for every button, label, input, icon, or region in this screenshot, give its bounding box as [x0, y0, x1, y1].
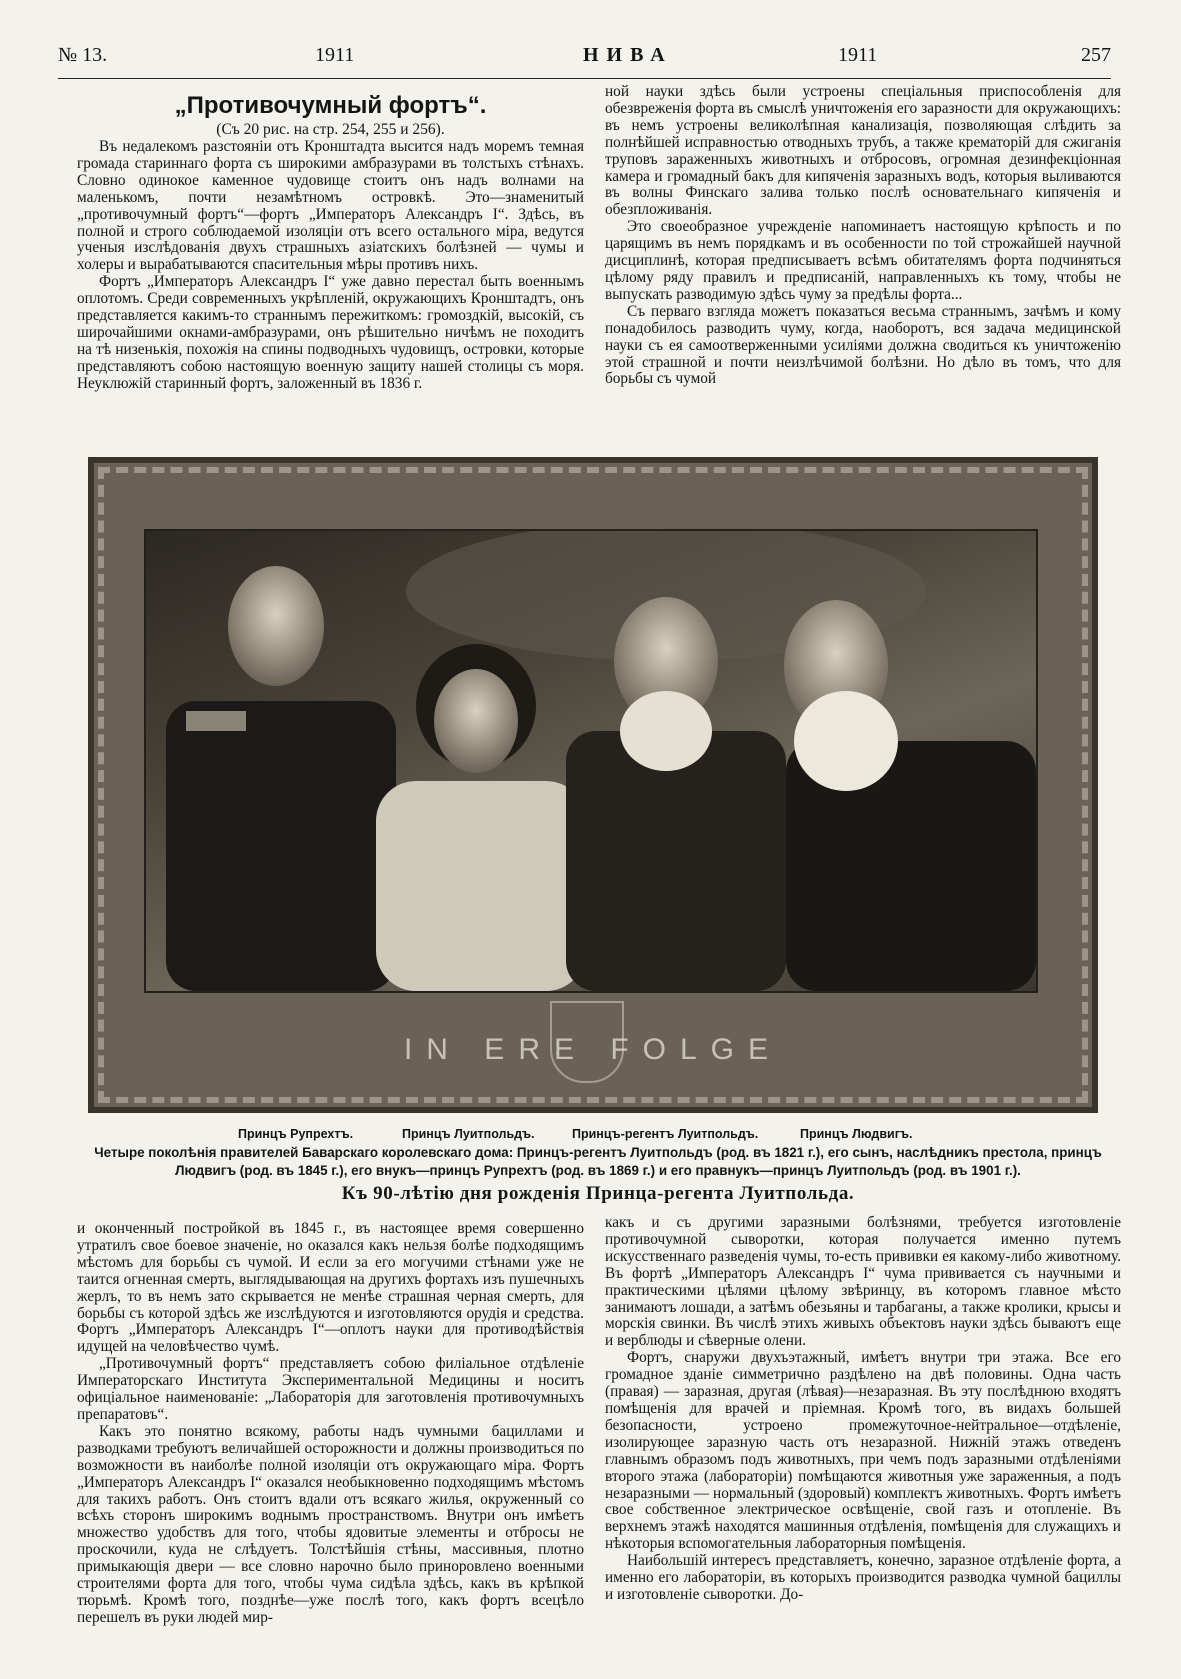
column-1	[77, 92, 584, 393]
column-2	[605, 84, 1121, 388]
paragraph: Это своеобразное учрежденіе напоминаетъ настоящую крѣпость и по царящимъ въ немъ порядкамъ и въ особенности по той строжайшей научной дисциплинѣ, которая предписываетъ всѣмъ обитателямъ форта подчиняться цѣлому ряду правилъ и предписаній, направленныхъ къ тому, чтобы не выпускать разводимую здѣсь чуму за предѣлы форта...	[605, 218, 1121, 303]
photo-title: Къ 90-лѣтію дня рожденія Принца-регента Луитпольда.	[341, 1183, 855, 1204]
paragraph: Съ перваго взгляда можетъ показаться весьма страннымъ, зачѣмъ и кому понадобилось разводить чуму, когда, наоборотъ, вся задача медицинской науки съ ея самоотверженными усиліями должна сводиться къ уничтоженію этой страшной и почти неизлѣчимой болѣзни. Но дѣло въ томъ, что для борьбы съ чумой	[605, 302, 1121, 388]
year-left: 1911	[315, 44, 355, 66]
photo-banner-text: IN ERE FOLGE	[403, 1033, 783, 1066]
paragraph: Наибольшій интересъ представляетъ, конечно, заразное отдѣленіе форта, а именно его лабораторіи, въ которыхъ производится разводка чумной бациллы и изготовленіе сыворотки. До-	[605, 1552, 1121, 1603]
name-label: Принцъ Рупрехтъ.	[238, 1127, 354, 1141]
header-rule	[58, 78, 1111, 79]
issue-number: № 13.	[58, 44, 108, 66]
paragraph: Фортъ „Императоръ Александръ I“ уже давно перестал быть военнымъ оплотомъ. Среди современныхъ укрѣпленій, окружающихъ Кронштадтъ, онъ представляется какимъ-то страннымъ пережиткомъ: громоздкій, высокій, съ широчайшими окнами-амбразурами, онъ рѣшительно ничѣмъ не походитъ на тѣ низенькія, похожія на спины подводныхъ чудовищъ, островки, которые представляютъ собою настоящую военную защиту нашей столицы съ моря. Неуклюжій старинный фортъ, заложенный въ 1836 г.	[77, 273, 584, 392]
name-label: Принцъ Людвигъ.	[800, 1127, 913, 1141]
photo-caption: Четыре поколѣнія правителей Баварскаго королевскаго дома: Принцъ-регентъ Луитпольдъ (род. въ 1821 г.), его сынъ, наслѣдникъ престола, принцъ Людвигъ (род. въ 1845 г.), его внукъ—принцъ Рупрехтъ (род. въ 1869 г.) и его правнукъ—принцъ Луитпольдъ (род. въ 1901 г.).	[94, 1145, 1102, 1178]
paragraph: Въ недалекомъ разстояніи отъ Кронштадта высится надъ моремъ темная громада стариннаго форта съ широкими амбразурами въ толстыхъ стѣнахъ. Словно одинокое каменное чудовище стоитъ онъ надъ волнами на маленькомъ, почти незамѣтномъ островкѣ. Это—знаменитый „противочумный фортъ“—фортъ „Императоръ Александръ I“. Здѣсь, въ полной и строго соблюдаемой изоляціи отъ всего остального міра, ведутся ученыя изслѣдованія двухъ страшныхъ азіатскихъ болѣзней — чумы и холеры и вырабатываются спасительныя мѣры противъ нихъ.	[77, 138, 584, 274]
year-right: 1911	[838, 44, 878, 66]
name-label: Принцъ-регентъ Луитпольдъ.	[572, 1127, 759, 1141]
article-title: „Противочумный фортъ“.	[174, 92, 487, 119]
column-4	[605, 1215, 1121, 1604]
paragraph: ной науки здѣсь были устроены спеціальныя приспособленія для обезвреженія форта въ смыслѣ уничтоженія его заразности для окружающихъ: въ немъ устроены великолѣпная канализація, позволяющая слѣдить за полнѣйшей исправностью отводныхъ трубъ, а также крематорій для сжиганія труповъ зараженныхъ животныхъ и отбросовъ, огромная дезинфекціонная камера и громадный бакъ для кипяченія заразныхъ водъ, которыя выливаются въ волны Финскаго залива только послѣ основательнаго кипяченія и обезпложиванія.	[605, 83, 1121, 219]
name-label: Принцъ Луитпольдъ.	[402, 1127, 535, 1141]
photo-image	[144, 529, 1038, 993]
paragraph: Фортъ, снаружи двухъэтажный, имѣетъ внутри три этажа. Все его громадное зданіе симметрично раздѣлено на двѣ половины. Одна часть (правая) — заразная, другая (лѣвая)—незаразная. Въ эту послѣднюю входятъ помѣщенія для врачей и пріемная. Кромѣ того, въ видахъ большей безопасности, устроено промежуточное-нейтральное—отдѣленіе, изолирующее заразную часть отъ незаразной. Нижній этажъ отведенъ главнымъ образомъ подъ животныхъ, при чемъ подъ заразными отдѣленіями второго этажа (лабораторіи) помѣщаются животныя уже зараженныя, а подъ незаразными — нормальный (здоровый) комплектъ животныхъ. Фортъ имѣетъ свое собственное электрическое освѣщеніе, свой газъ и отопленіе. Въ верхнемъ этажѣ находятся машинныя отдѣленія, помѣщенія для служащихъ и нѣкоторыя вспомогательныя лабораторныя помѣщенія.	[605, 1349, 1121, 1553]
page-header	[58, 40, 1111, 74]
column-3	[77, 1221, 584, 1627]
paragraph: Какъ это понятно всякому, работы надъ чумными бациллами и разводками требуютъ величайшей осторожности и должны производиться по возможности въ наиболѣе полной изоляціи отъ окружающаго міра. Фортъ „Императоръ Александръ I“ оказался необыкновенно подходящимъ мѣстомъ для такихъ работъ. Онъ стоитъ вдали отъ всякаго жилья, окруженный со всѣхъ сторонъ широкимъ воднымъ пространствомъ. Внутри онъ имѣетъ множество удобствъ для того, чтобы ядовитые элементы и отбросы не проскочили, куда не слѣдуетъ. Толстѣйшія стѣны, массивныя, плотно примыкающія двери — все словно нарочно было приноровлено военными строителями форта для того, чтобы чума сидѣла здѣсь, какъ въ крѣпкой тюрьмѣ. Кромѣ того, позднѣе—уже послѣ того, какъ фортъ всецѣло перешелъ въ руки людей мир-	[77, 1422, 584, 1626]
paragraph: какъ и съ другими заразными болѣзнями, требуется изготовленіе противочумной сыворотки, которая получается именно путемъ искусственнаго разведенія чумы, то-есть прививки ея какому-либо животному. Въ фортѣ „Императоръ Александръ I“ чума прививается съ научными и практическими цѣлями цѣлому звѣринцу, въ которомъ главное мѣсто занимаютъ лошади, а затѣмъ обезьяны и тарбаганы, а также кролики, крысы и морскія свинки. Въ числѣ этихъ живыхъ объектовъ науки здѣсь бываютъ еще и верблюды и сѣверные олени.	[605, 1214, 1121, 1350]
page-number: 257	[1081, 44, 1111, 66]
portrait-photo	[88, 457, 1098, 1113]
article-subtitle: (Съ 20 рис. на стр. 254, 255 и 256).	[216, 121, 445, 138]
magazine-title: НИВА	[583, 44, 673, 66]
paragraph: и оконченный постройкой въ 1845 г., въ настоящее время совершенно утратилъ свое боевое значеніе, но оказался какъ нельзя болѣе подходящимъ мѣстомъ для борьбы съ чумой. И если за его могучими стѣнами уже не таится огненная смерть, выглядывающая на другихъ фортахъ изъ пушечныхъ жерлъ, то въ немъ зато скрывается не менѣе страшная черная смерть, для борьбы съ которой здѣсь же изслѣдуются и изготовляются орудія и средства. Фортъ „Императоръ Александръ I“—оплотъ науки для противодѣйствія идущей на человѣчество чумѣ.	[77, 1220, 584, 1356]
photo-figures	[146, 531, 1036, 991]
paragraph: „Противочумный фортъ“ представляетъ собою филіальное отдѣленіе Императорскаго Института Экспериментальной Медицины и носитъ офиціальное наименованіе: „Лабораторія для заготовленія противочумныхъ препаратовъ“.	[77, 1355, 584, 1423]
